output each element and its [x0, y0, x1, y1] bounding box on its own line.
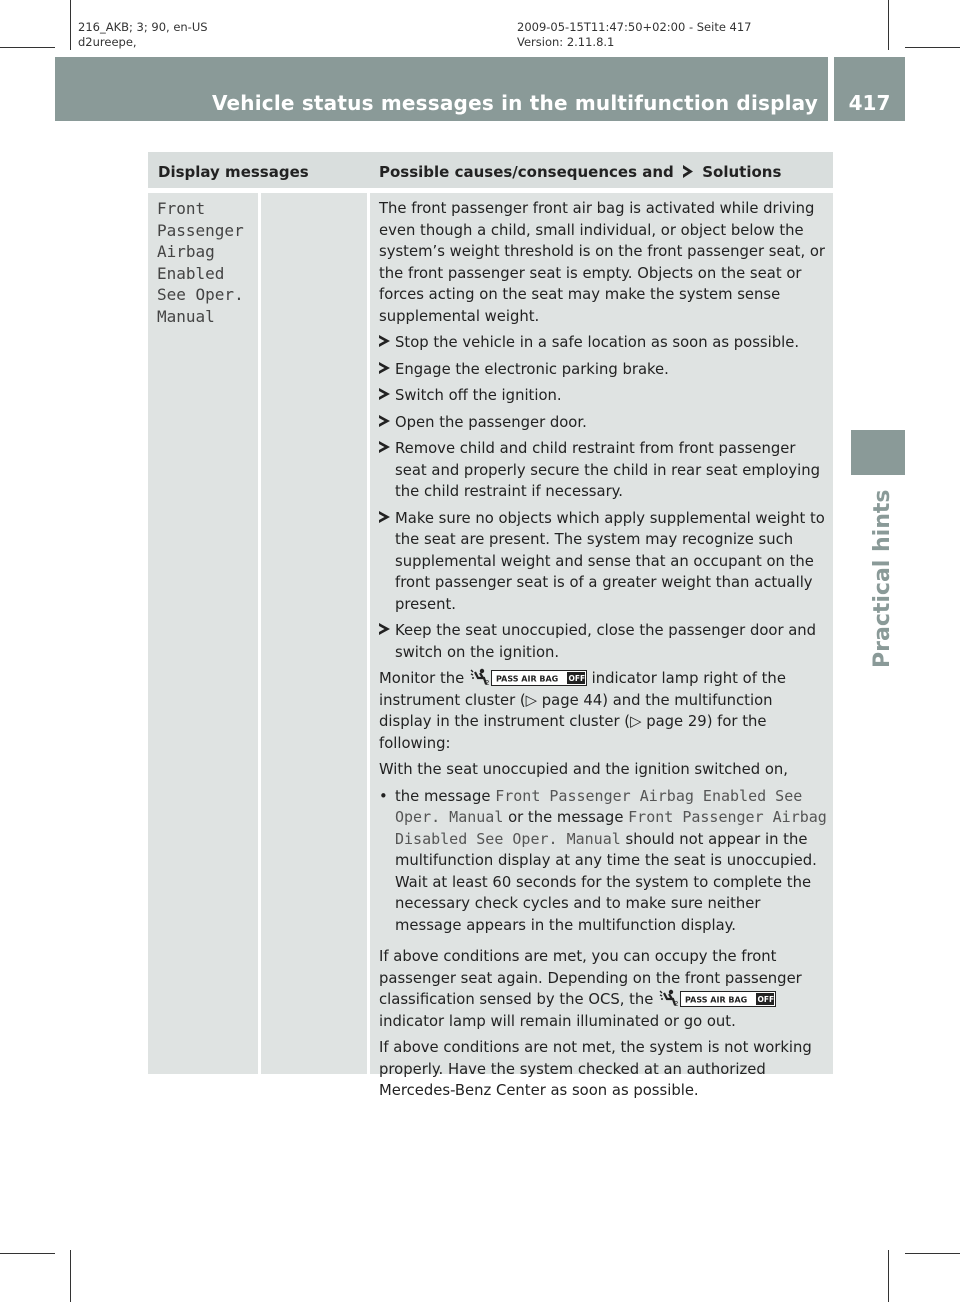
conditions-met-text: If above conditions are met, you can occupy the front passenger seat again. Depending on the front passenger classification sensed by the OCS, the [379, 948, 802, 1008]
bullet-item [379, 786, 829, 937]
step-item [379, 508, 829, 616]
monitor-text: ) for the following: [379, 713, 767, 752]
conditions-met-paragraph [379, 946, 829, 1032]
pass-air-bag-label: PASS AIR BAG [685, 995, 748, 1005]
bullet-text-part: or the message [508, 809, 624, 826]
airbag-occupant-icon [469, 668, 491, 686]
conditions-met-text: indicator lamp will remain illuminated or go out. [379, 1012, 736, 1030]
step-item [379, 359, 829, 381]
display-message-line: Front [157, 199, 206, 218]
solutions-content [379, 198, 829, 1107]
table-header [148, 152, 833, 188]
meta-line: 2009-05-15T11:47:50+02:00 - Seite 417 [517, 20, 752, 34]
meta-line: d2ureepe, [78, 35, 137, 49]
with-seat-paragraph: With the seat unoccupied and the ignition switched on, [379, 761, 788, 778]
arrow-right-icon [379, 508, 395, 616]
section-title: Vehicle status messages in the multifunction display [211, 91, 818, 115]
step-text: Make sure no objects which apply supplemental weight to the seat are present. The system may recognize such supplemental weight and sense that an occupant on the front passenger seat is of a greater weight than actually present. [395, 509, 825, 613]
off-label: OFF [757, 995, 775, 1004]
side-tab [868, 478, 898, 668]
crop-mark [70, 1250, 71, 1302]
step-text: Remove child and child restraint from front passenger seat and properly secure the child in rear seat employing the child restraint if necessary. [395, 440, 820, 500]
bullet-text [395, 786, 829, 937]
airbag-occupant-icon [658, 989, 680, 1007]
step-text: Keep the seat unoccupied, close the passenger door and switch on the ignition. [395, 622, 817, 661]
display-message-line: Manual [157, 306, 215, 326]
off-label: OFF [568, 674, 586, 683]
step-text: Switch off the ignition. [395, 387, 562, 404]
crop-mark [888, 0, 889, 50]
step-text: Stop the vehicle in a safe location as soon as possible. [395, 334, 800, 351]
section-header [55, 57, 828, 121]
step-item [379, 438, 829, 503]
page-number: 417 [848, 91, 891, 115]
arrow-right-icon [379, 385, 395, 407]
arrow-right-icon [379, 359, 395, 381]
meta-line: Version: 2.11.8.1 [517, 35, 615, 49]
column-header-causes [379, 163, 781, 181]
display-message-line: Enabled [157, 263, 225, 283]
pass-air-bag-label: PASS AIR BAG [495, 674, 559, 684]
pass-air-bag-off-icon [491, 670, 587, 686]
crop-mark [905, 1253, 960, 1254]
display-message-inline: Front Passenger Airbag Enabled See Oper. Manual [395, 786, 803, 826]
print-meta-right [517, 20, 752, 50]
bullet-text-part: the message [395, 787, 491, 805]
arrow-right-icon [379, 412, 395, 434]
side-tab-label: Practical hints [870, 489, 895, 668]
display-message-line: See Oper. [157, 285, 244, 304]
crop-mark [0, 1253, 55, 1254]
arrow-right-icon [379, 438, 395, 503]
display-message [157, 198, 244, 327]
monitor-paragraph [379, 668, 829, 754]
arrow-right-icon [682, 165, 694, 178]
page-reference: page 29 [646, 713, 707, 730]
step-item [379, 620, 829, 663]
column-header-causes-text: Possible causes/consequences and [379, 163, 674, 181]
crop-mark [905, 47, 960, 48]
page-ref-icon: ▷ [630, 713, 647, 730]
crop-mark [0, 47, 55, 48]
column-header-display-messages: Display messages [158, 163, 309, 181]
display-message-line: Airbag [157, 242, 215, 261]
arrow-right-icon [379, 620, 395, 663]
svg-text:2: 2 [674, 1000, 679, 1007]
svg-text:2: 2 [484, 679, 490, 686]
page-number-box [834, 57, 905, 121]
display-message-inline: Front Passenger Airbag Disabled See Oper. Manual [395, 808, 827, 848]
monitor-text: Monitor the [379, 670, 465, 687]
bullet-text-part: should not appear in the multifunction display at any time the seat is unoccupied. Wait at least 60 seconds for the system to complete the necessary check cycles and to make sure neither message appears in the multifunction display. [395, 830, 817, 934]
print-meta-left [78, 20, 208, 50]
conditions-not-met-paragraph: If above conditions are not met, the system is not working properly. Have the system checked at an authorized Mercedes-Benz Center as soon as possible. [379, 1039, 812, 1099]
step-item [379, 332, 829, 354]
display-message-line: Passenger [157, 220, 244, 240]
step-text: Engage the electronic parking brake. [395, 360, 669, 378]
table-column-spacer [261, 193, 367, 1074]
page-ref-icon: ▷ [525, 691, 542, 709]
side-tab-marker [851, 430, 905, 475]
column-header-solutions-text: Solutions [702, 163, 782, 181]
intro-paragraph: The front passenger front air bag is activated while driving even though a child, small individual, or object below the system’s weight threshold is on the front passenger seat, or the front passenger seat is empty. Objects on the seat or forces acting on the seat may make the system sense supplemental weight. [379, 200, 826, 325]
monitor-text: indicator lamp right of the instrument cluster ( [379, 670, 786, 709]
bullet-icon: • [379, 787, 388, 805]
page-reference: page 44 [541, 691, 603, 709]
arrow-right-icon [379, 332, 395, 354]
step-item [379, 412, 829, 434]
meta-line: 216_AKB; 3; 90, en-US [78, 20, 208, 34]
step-text: Open the passenger door. [395, 413, 587, 431]
crop-mark [70, 0, 71, 50]
pass-air-bag-off-icon [680, 991, 776, 1007]
step-item [379, 385, 829, 407]
monitor-text: ) and the multifunction display in the instrument cluster ( [379, 691, 773, 730]
crop-mark [888, 1250, 889, 1302]
